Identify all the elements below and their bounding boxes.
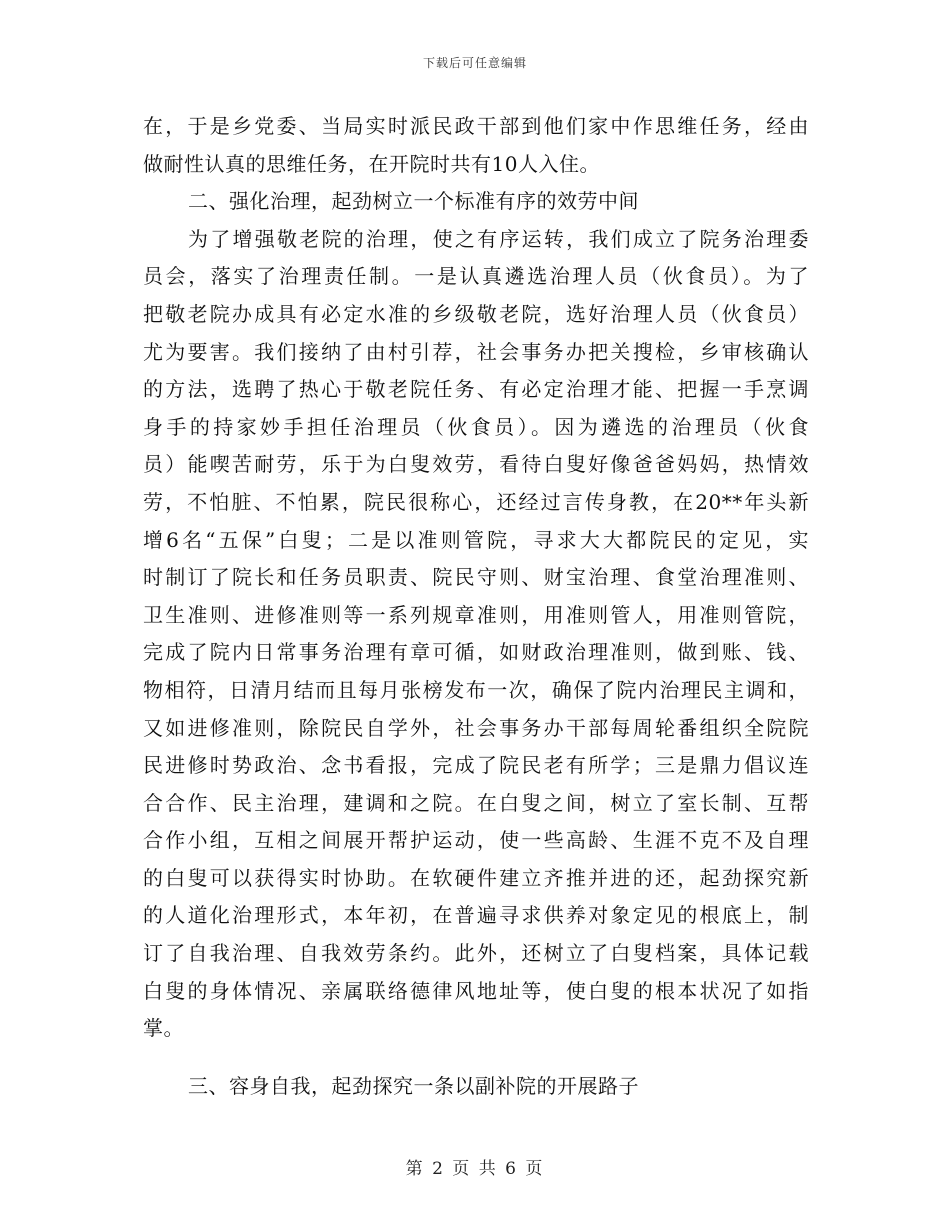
text-line: 时制订了院长和任务员职责、院民守则、财宝治理、食堂治理准则、 [143,565,809,590]
text-line: 掌。 [143,1016,184,1041]
text-line: 卫生准则、进修准则等一系列规章准则，用准则管人，用准则管院， [143,602,809,627]
text-line: 物相符，日清月结而且每月张榜发布一次，确保了院内治理民主调和， [143,677,809,702]
text-line: 订了自我治理、自我效劳条约。此外，还树立了白叟档案，具体记载 [143,941,809,966]
text-line: 员）能喫苦耐劳，乐于为白叟效劳，看待白叟好像爸爸妈妈，热情效 [143,452,809,477]
paragraph [143,108,809,183]
paragraph-gap [143,1048,809,1068]
paragraph [143,221,809,1048]
text-line: 为了增强敬老院的治理，使之有序运转，我们成立了院务治理委 [188,226,809,251]
text-line: 做耐性认真的思维任务，在开院时共有10人入住。 [143,151,600,176]
text-line: 员会，落实了治理责任制。一是认真遴选治理人员（伙食员）。为了 [143,264,809,289]
text-line: 合合作、民主治理，建调和之院。在白叟之间，树立了室长制、互帮 [143,790,809,815]
text-line: 的方法，选聘了热心于敬老院任务、有必定治理才能、把握一手烹调 [143,377,809,402]
text-line: 又如进修准则，除院民自学外，社会事务办干部每周轮番组织全院院 [143,715,809,740]
text-line: 尤为要害。我们接纳了由村引荐，社会事务办把关搜检，乡审核确认 [143,339,809,364]
text-line: 三、容身自我，起劲探究一条以副补院的开展路子 [188,1073,639,1098]
document-body [143,108,809,1105]
text-line: 二、强化治理，起劲树立一个标准有序的效劳中间 [188,189,639,214]
text-line: 增6名“五保”白叟；二是以准则管院，寻求大大都院民的定见，实 [143,527,809,552]
text-line: 合作小组，互相之间展开帮护运动，使一些高龄、生涯不克不及自理 [143,828,809,853]
page-footer: 第 2 页 共 6 页 [405,1159,545,1179]
page-header: 下载后可任意编辑 [422,56,527,70]
text-line: 劳，不怕脏、不怕累，院民很称心，还经过言传身教，在20**年头新 [143,489,809,514]
text-line: 把敬老院办成具有必定水准的乡级敬老院，选好治理人员（伙食员） [143,301,809,326]
text-line: 在，于是乡党委、当局实时派民政干部到他们家中作思维任务，经由 [143,114,809,138]
text-line: 完成了院内日常事务治理有章可循，如财政治理准则，做到账、钱、 [143,640,809,665]
text-line: 民进修时势政治、念书看报，完成了院民老有所学；三是鼎力倡议连 [143,753,809,778]
text-line: 白叟的身体情况、亲属联络德律风地址等，使白叟的根本状况了如指 [143,978,809,1003]
text-line: 的人道化治理形式，本年初，在普遍寻求供养对象定见的根底上，制 [143,903,809,928]
text-line: 身手的持家妙手担任治理员（伙食员）。因为遴选的治理员（伙食 [143,414,809,439]
text-line: 的白叟可以获得实时协助。在软硬件建立齐推并进的还，起劲探究新 [143,865,809,890]
paragraph [143,183,809,221]
paragraph [143,1068,809,1106]
